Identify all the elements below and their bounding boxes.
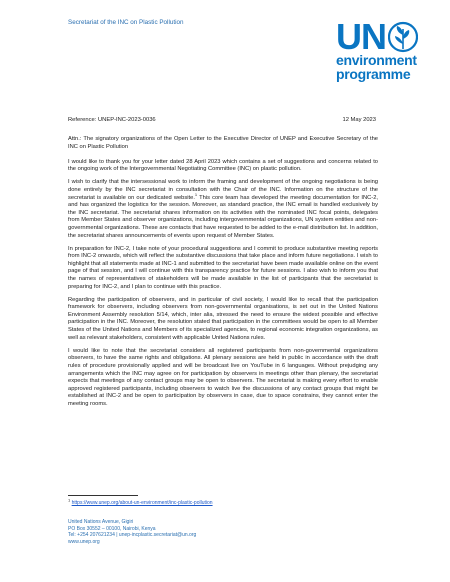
footer-address-line-2: PO Box 30552 – 00100, Nairobi, Kenya — [68, 525, 156, 532]
footer-website[interactable]: www.unep.org — [68, 538, 100, 545]
paragraph-1: I would like to thank you for your letter dated 28 April 2023 which contains a set of suggestions and concerns related to the ongoing work of the Intergovernmental Negotiating Committee (INC) on plastic pollution. — [68, 158, 378, 173]
logo-word-programme: programme — [336, 66, 411, 82]
footnote-link[interactable]: https://www.unep.org/about-un-environment/inc-plastic-pollution — [71, 500, 213, 506]
paragraph-2 — [68, 179, 378, 240]
letter-date: 12 May 2023 — [342, 117, 376, 123]
footnote-ref[interactable]: 1 — [194, 191, 198, 197]
reference-number: Reference: UNEP-INC-2023-0036 — [68, 117, 156, 123]
paragraph-3: In preparation for INC-2, I take note of your procedural suggestions and I commit to produce substantive meeting reports from INC-2 onwards, which will reflect the substantive discussions that take place and inform future negotiations. I wish to highlight that all statements made at INC-1 and submitted to the secretariat have been made available online on the event page of that session, and I will continue with this transparency practice for future sessions. I also wish to inform you that the names of representatives of stakeholders will be made available in the list of participants that the secretariat is preparing for INC-2, and I plan to continue with this practice. — [68, 245, 378, 290]
footnote-number: 1 — [68, 497, 71, 503]
unep-emblem-icon — [388, 21, 418, 53]
letter-body — [68, 136, 378, 414]
footnote-divider — [68, 495, 138, 496]
logo-top-row — [336, 16, 428, 57]
logo-word-environment: environment — [336, 52, 417, 68]
paragraph-2-part-a: I wish to clarify that the intersessional work to inform the framing and development of the ongoing negotiations is being done entirely by the INC secretariat in consultation with the Chair of the INC. Information on the structure of the secretariat is available on our dedicated website. — [68, 179, 378, 201]
footer-contact-line[interactable]: Tel: +254 207621234 | unep-incplastic.secretariat@un.org — [68, 532, 197, 539]
footer-address-line-1: United Nations Avenue, Gigiri — [68, 519, 134, 525]
paragraph-5: I would like to note that the secretariat considers all registered participants from non-governmental organizations observers, to have the same rights and obligations. All plenary sessions are held in public in accordance with the draft rules of procedure provisionally applied and will be broadcast live on YouTube in 6 languages. Without prejudging any arrangements which the INC may agree on for participation by observers in meetings other than plenary, the secretariat expects that meetings of any contact groups may be open to observers. The secretariat is making every effort to enable approved registered participants, including observers to watch live the discussions of any contact groups that might be established at INC-2 and be open to participation by observers in case, due to space constrains, they cannot enter the meeting rooms. — [68, 347, 378, 407]
address-footer — [68, 519, 196, 545]
footnote — [68, 497, 213, 506]
reference-row — [68, 117, 376, 123]
paragraph-4: Regarding the participation of observers, and in particular of civil society, I would like to recall that the participation framework for observers, including observers from non-governmental organisations, is set out in the United Nations Environment Assembly resolution 5/14, which, inter alia, stressed the need to ensure the widest possible and effective participation in the INC. Moreover, the resolution stated that participation in the committees would be open to all Member States of the United Nations and Members of its specialized agencies, to regional economic integration organizations, as well as relevant stakeholders, consistent with applicable United Nations rules. — [68, 296, 378, 341]
attention-line: Attn.: The signatory organizations of the Open Letter to the Executive Director of UNEP and Executive Secretary of the INC on Plastic Pollution — [68, 136, 378, 150]
secretariat-header: Secretariat of the INC on Plastic Pollution — [68, 19, 184, 26]
unep-logo — [336, 16, 428, 83]
paragraph-2-part-b: This core team has developed the meeting documentation for INC-2, and has organized the logistics for the session. Moreover, as standard practice, the INC email is handled exclusively by the INC secretariat. The secretariat shares information on its activities with the nominated INC focal points, delegates from Member States and observer organizations, including intergovernmental organizations, UN system entities and non-governmental organizations. These are contacts that have requested to be added to the e-mail distribution list. In addition, the secretariat shares announcements of events upon request of Member States. — [68, 194, 378, 239]
logo-un-letters: UN — [336, 16, 386, 57]
